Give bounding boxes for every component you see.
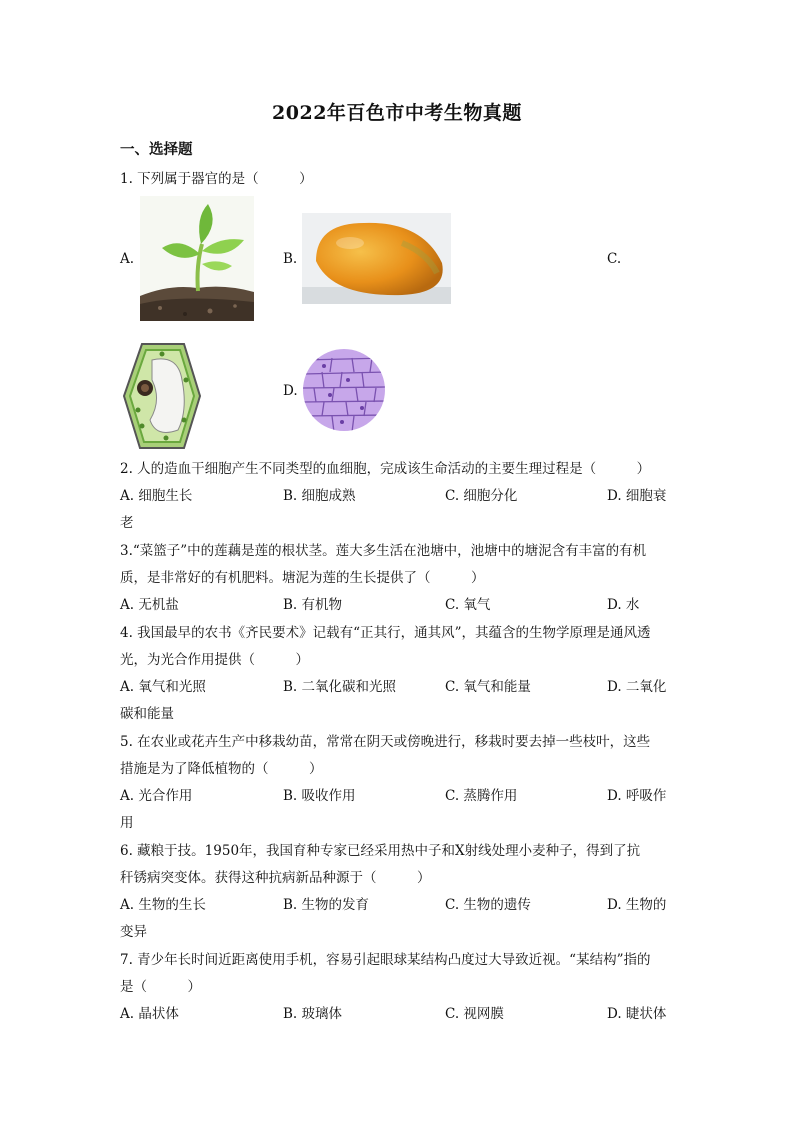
q6-option-a: A. 生物的生长 <box>120 897 206 913</box>
question-6-line-2: 秆锈病突变体。获得这种抗病新品种源于（ ） <box>120 870 431 886</box>
q2-option-d-wrap: 老 <box>120 515 134 531</box>
question-1-stem: 1. 下列属于器官的是（ ） <box>120 171 313 187</box>
q2-option-d: D. 细胞衰 <box>607 488 667 504</box>
q6-option-c: C. 生物的遗传 <box>445 897 531 913</box>
q7-option-c: C. 视网膜 <box>445 1006 504 1022</box>
q1-option-a-label: A. <box>120 251 135 267</box>
question-5-line-1: 5. 在农业或花卉生产中移栽幼苗，常常在阴天或傍晚进行，移栽时要去掉一些枝叶，这些 <box>120 734 651 750</box>
q3-option-b: B. 有机物 <box>283 597 343 613</box>
q6-option-b: B. 生物的发育 <box>283 897 370 913</box>
q1-option-b-label: B. <box>283 251 298 267</box>
q3-option-c: C. 氧气 <box>445 597 491 613</box>
question-5-line-2: 措施是为了降低植物的（ ） <box>120 761 323 777</box>
section-heading: 一、选择题 <box>120 141 193 158</box>
seedling-image <box>140 196 254 321</box>
q7-option-a: A. 晶状体 <box>120 1006 179 1022</box>
q5-option-a: A. 光合作用 <box>120 788 193 804</box>
q4-option-c: C. 氧气和能量 <box>445 679 531 695</box>
q5-option-b: B. 吸收作用 <box>283 788 356 804</box>
mango-image <box>302 213 451 304</box>
q3-option-a: A. 无机盐 <box>120 597 179 613</box>
q4-option-d-wrap: 碳和能量 <box>120 706 174 722</box>
page-title: 2022年百色市中考生物真题 <box>272 102 522 124</box>
q3-option-d: D. 水 <box>607 597 640 613</box>
q1-option-c-label: C. <box>607 251 622 267</box>
q7-option-b: B. 玻璃体 <box>283 1006 343 1022</box>
q6-option-d-wrap: 变异 <box>120 924 147 940</box>
q6-option-d: D. 生物的 <box>607 897 667 913</box>
question-2-stem: 2. 人的造血干细胞产生不同类型的血细胞，完成该生命活动的主要生理过程是（ ） <box>120 461 651 477</box>
cell-tissue-image <box>302 348 386 432</box>
question-7-line-2: 是（ ） <box>120 979 201 995</box>
q2-option-b: B. 细胞成熟 <box>283 488 356 504</box>
question-3-line-1: 3.“菜篮子”中的莲藕是莲的根状茎。莲大多生活在池塘中，池塘中的塘泥含有丰富的有机 <box>120 543 647 559</box>
q1-option-d-label: D. <box>283 383 298 399</box>
q4-option-a: A. 氧气和光照 <box>120 679 206 695</box>
question-7-line-1: 7. 青少年长时间近距离使用手机，容易引起眼球某结构凸度过大导致近视。“某结构”指的 <box>120 952 651 968</box>
q7-option-d: D. 睫状体 <box>607 1006 667 1022</box>
q2-option-c: C. 细胞分化 <box>445 488 518 504</box>
q4-option-d: D. 二氧化 <box>607 679 667 695</box>
question-4-line-1: 4. 我国最早的农书《齐民要术》记载有“正其行，通其风”，其蕴含的生物学原理是通风透 <box>120 625 651 641</box>
question-4-line-2: 光，为光合作用提供（ ） <box>120 652 309 668</box>
plant-cell-image <box>122 340 202 452</box>
q5-option-d: D. 呼吸作 <box>607 788 667 804</box>
q5-option-d-wrap: 用 <box>120 815 134 831</box>
q2-option-a: A. 细胞生长 <box>120 488 193 504</box>
question-3-line-2: 质，是非常好的有机肥料。塘泥为莲的生长提供了（ ） <box>120 570 485 586</box>
q4-option-b: B. 二氧化碳和光照 <box>283 679 397 695</box>
question-6-line-1: 6. 藏粮于技。1950年，我国育种专家已经采用热中子和X射线处理小麦种子，得到了抗 <box>120 843 641 859</box>
q5-option-c: C. 蒸腾作用 <box>445 788 518 804</box>
